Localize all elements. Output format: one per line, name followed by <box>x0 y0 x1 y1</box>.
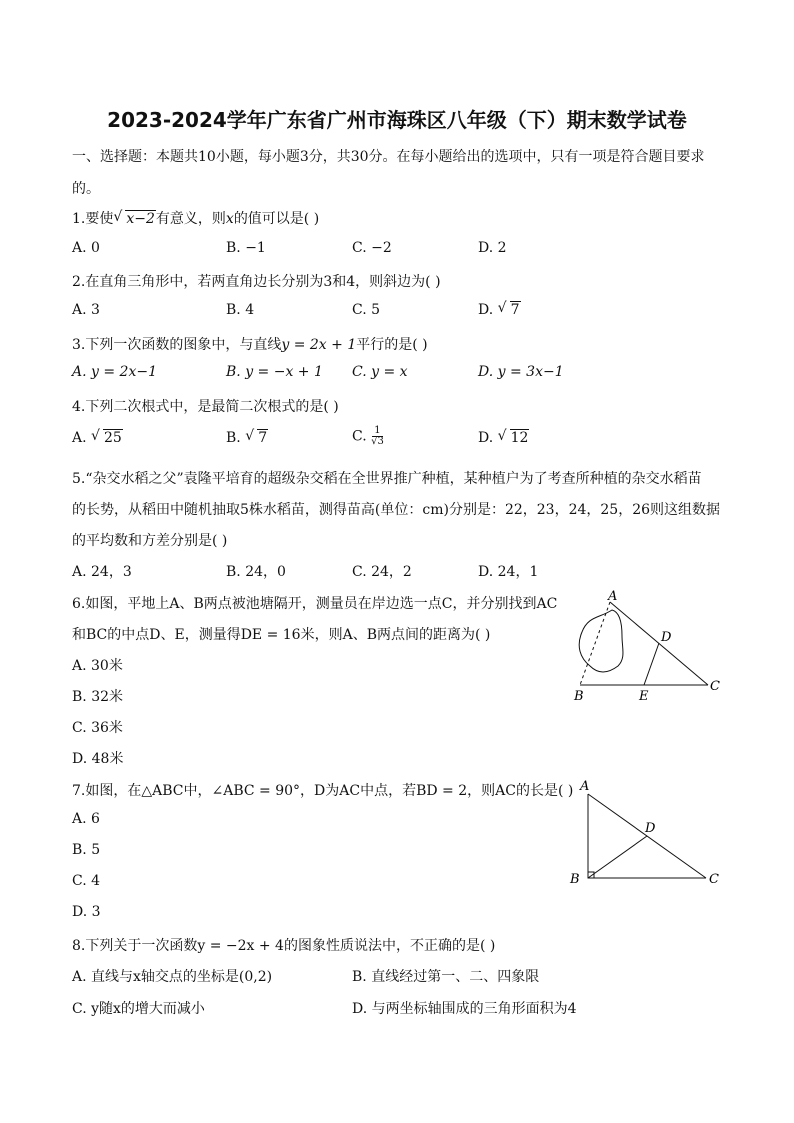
question-7-line-1: 7.如图，在△ABC中，∠ABC = 90°，D为AC中点，若BD = 2，则AC的长是( ) <box>72 783 574 799</box>
q1-text-post: 有意义，则 <box>155 211 226 227</box>
q8-option-b[interactable]: B. 直线经过第一、二、四象限 <box>352 969 540 985</box>
q6-option-c[interactable]: C. 36米 <box>72 720 123 736</box>
q1-option-c[interactable]: C. −2 <box>352 240 392 256</box>
q1-option-a[interactable]: A. 0 <box>72 240 100 256</box>
question-5-line-1: 5.“杂交水稻之父”袁隆平培育的超级杂交稻在全世界推广种植，某种植户为了考查所种植的杂交水稻苗 <box>72 471 702 487</box>
q2-option-d-radicand: 7 <box>510 302 520 318</box>
q4-option-b-radicand: 7 <box>258 430 268 446</box>
question-2: 2.在直角三角形中，若两直角边长分别为3和4，则斜边为( ) <box>72 274 441 290</box>
q6-label-d: D <box>661 630 672 645</box>
section-heading-line-1: 一、选择题：本题共10小题，每小题3分，共30分。在每小题给出的选项中，只有一项是符合题目要求 <box>72 149 705 165</box>
q1-radicand: x−2 <box>126 211 155 227</box>
q4-option-c-denominator: √3 <box>371 436 384 447</box>
q4-option-b-radical <box>245 430 268 446</box>
q6-option-a[interactable]: A. 30米 <box>72 658 123 674</box>
q5-option-d[interactable]: D. 24，1 <box>478 564 539 580</box>
q4-option-c[interactable] <box>352 426 384 447</box>
q8-option-a[interactable]: A. 直线与x轴交点的坐标是(0,2) <box>72 969 273 985</box>
q4-option-b[interactable] <box>226 430 268 446</box>
q3-option-b[interactable]: B. y = −x + 1 <box>226 364 323 380</box>
q7-option-a[interactable]: A. 6 <box>72 811 100 827</box>
page-title: 2023-2024学年广东省广州市海珠区八年级（下）期末数学试卷 <box>107 108 687 132</box>
q3-text-pre: 3.下列一次函数的图象中，与直线 <box>72 337 282 353</box>
q4-option-a[interactable] <box>72 430 123 446</box>
q3-equation: y = 2x + 1 <box>281 337 357 353</box>
question-5-line-3: 的平均数和方差分别是( ) <box>72 533 228 549</box>
q8-option-d[interactable]: D. 与两坐标轴围成的三角形面积为4 <box>352 1001 577 1017</box>
segment-ab-dashed <box>580 602 610 685</box>
q6-option-d[interactable]: D. 48米 <box>72 751 124 767</box>
q1-var: x <box>225 211 234 227</box>
q8-option-c[interactable]: C. y随x的增大而减小 <box>72 1001 205 1017</box>
q4-option-c-fraction <box>371 426 384 447</box>
q4-option-d-label: D. <box>478 430 494 446</box>
section-heading-line-2: 的。 <box>72 181 100 197</box>
q2-option-d-label: D. <box>478 302 494 318</box>
q5-option-a[interactable]: A. 24，3 <box>72 564 132 580</box>
q3-option-a[interactable]: A. y = 2x−1 <box>72 364 157 380</box>
q2-option-d-radical <box>498 302 521 318</box>
q4-option-b-label: B. <box>226 430 241 446</box>
question-3 <box>72 334 428 354</box>
q7-option-c[interactable]: C. 4 <box>72 873 101 889</box>
question-6-line-1: 6.如图，平地上A、B两点被池塘隔开，测量员在岸边选一点C，并分别找到AC <box>72 596 558 612</box>
q4-option-a-radicand: 25 <box>104 430 122 446</box>
q1-text-pre: 1.要使 <box>72 211 114 227</box>
q4-option-a-label: A. <box>72 430 87 446</box>
q2-option-d[interactable] <box>478 302 521 318</box>
q2-option-c[interactable]: C. 5 <box>352 302 381 318</box>
q6-label-a: A <box>608 589 618 604</box>
question-1 <box>72 208 319 228</box>
q6-figure-pond <box>560 588 730 708</box>
q3-option-c[interactable]: C. y = x <box>352 364 408 380</box>
q6-label-b: B <box>574 689 584 704</box>
question-6-line-2: 和BC的中点D、E，测量得DE = 16米，则A、B两点间的距离为( ) <box>72 627 491 643</box>
question-8-line-1: 8.下列关于一次函数y = −2x + 4的图象性质说法中，不正确的是( ) <box>72 938 496 954</box>
q2-option-a[interactable]: A. 3 <box>72 302 100 318</box>
q6-option-b[interactable]: B. 32米 <box>72 689 124 705</box>
q7-label-a: A <box>580 779 590 794</box>
q2-option-b[interactable]: B. 4 <box>226 302 255 318</box>
q7-figure-triangle <box>560 776 730 892</box>
q7-label-c: C <box>709 872 719 887</box>
q5-option-b[interactable]: B. 24，0 <box>226 564 286 580</box>
q6-label-c: C <box>710 679 720 694</box>
q1-radical <box>113 211 156 227</box>
question-4: 4.下列二次根式中，是最简二次根式的是( ) <box>72 399 339 415</box>
q4-option-d-radicand: 12 <box>510 430 529 446</box>
q7-label-b: B <box>570 872 580 887</box>
pond-outline <box>579 610 623 672</box>
q1-text-post2: 的值可以是( ) <box>233 211 320 227</box>
q3-text-post: 平行的是( ) <box>356 337 428 353</box>
q7-option-b[interactable]: B. 5 <box>72 842 101 858</box>
q5-option-c[interactable]: C. 24，2 <box>352 564 412 580</box>
q4-option-c-numerator: 1 <box>374 425 381 436</box>
q4-option-c-label: C. <box>352 428 367 445</box>
q3-option-d[interactable]: D. y = 3x−1 <box>478 364 564 380</box>
q4-option-a-radical <box>91 430 123 446</box>
segment-de <box>644 643 659 685</box>
q1-option-d[interactable]: D. 2 <box>478 240 507 256</box>
q4-option-d-radical <box>498 430 530 446</box>
q6-label-e: E <box>639 689 649 704</box>
q7-label-d: D <box>645 821 656 836</box>
q4-option-d[interactable] <box>478 430 529 446</box>
question-5-line-2: 的长势，从稻田中随机抽取5株水稻苗，测得苗高(单位：cm)分别是：22，23，24，25，26则这组数据 <box>72 502 721 518</box>
q1-option-b[interactable]: B. −1 <box>226 240 266 256</box>
segment-bd <box>588 836 647 878</box>
q7-option-d[interactable]: D. 3 <box>72 904 101 920</box>
